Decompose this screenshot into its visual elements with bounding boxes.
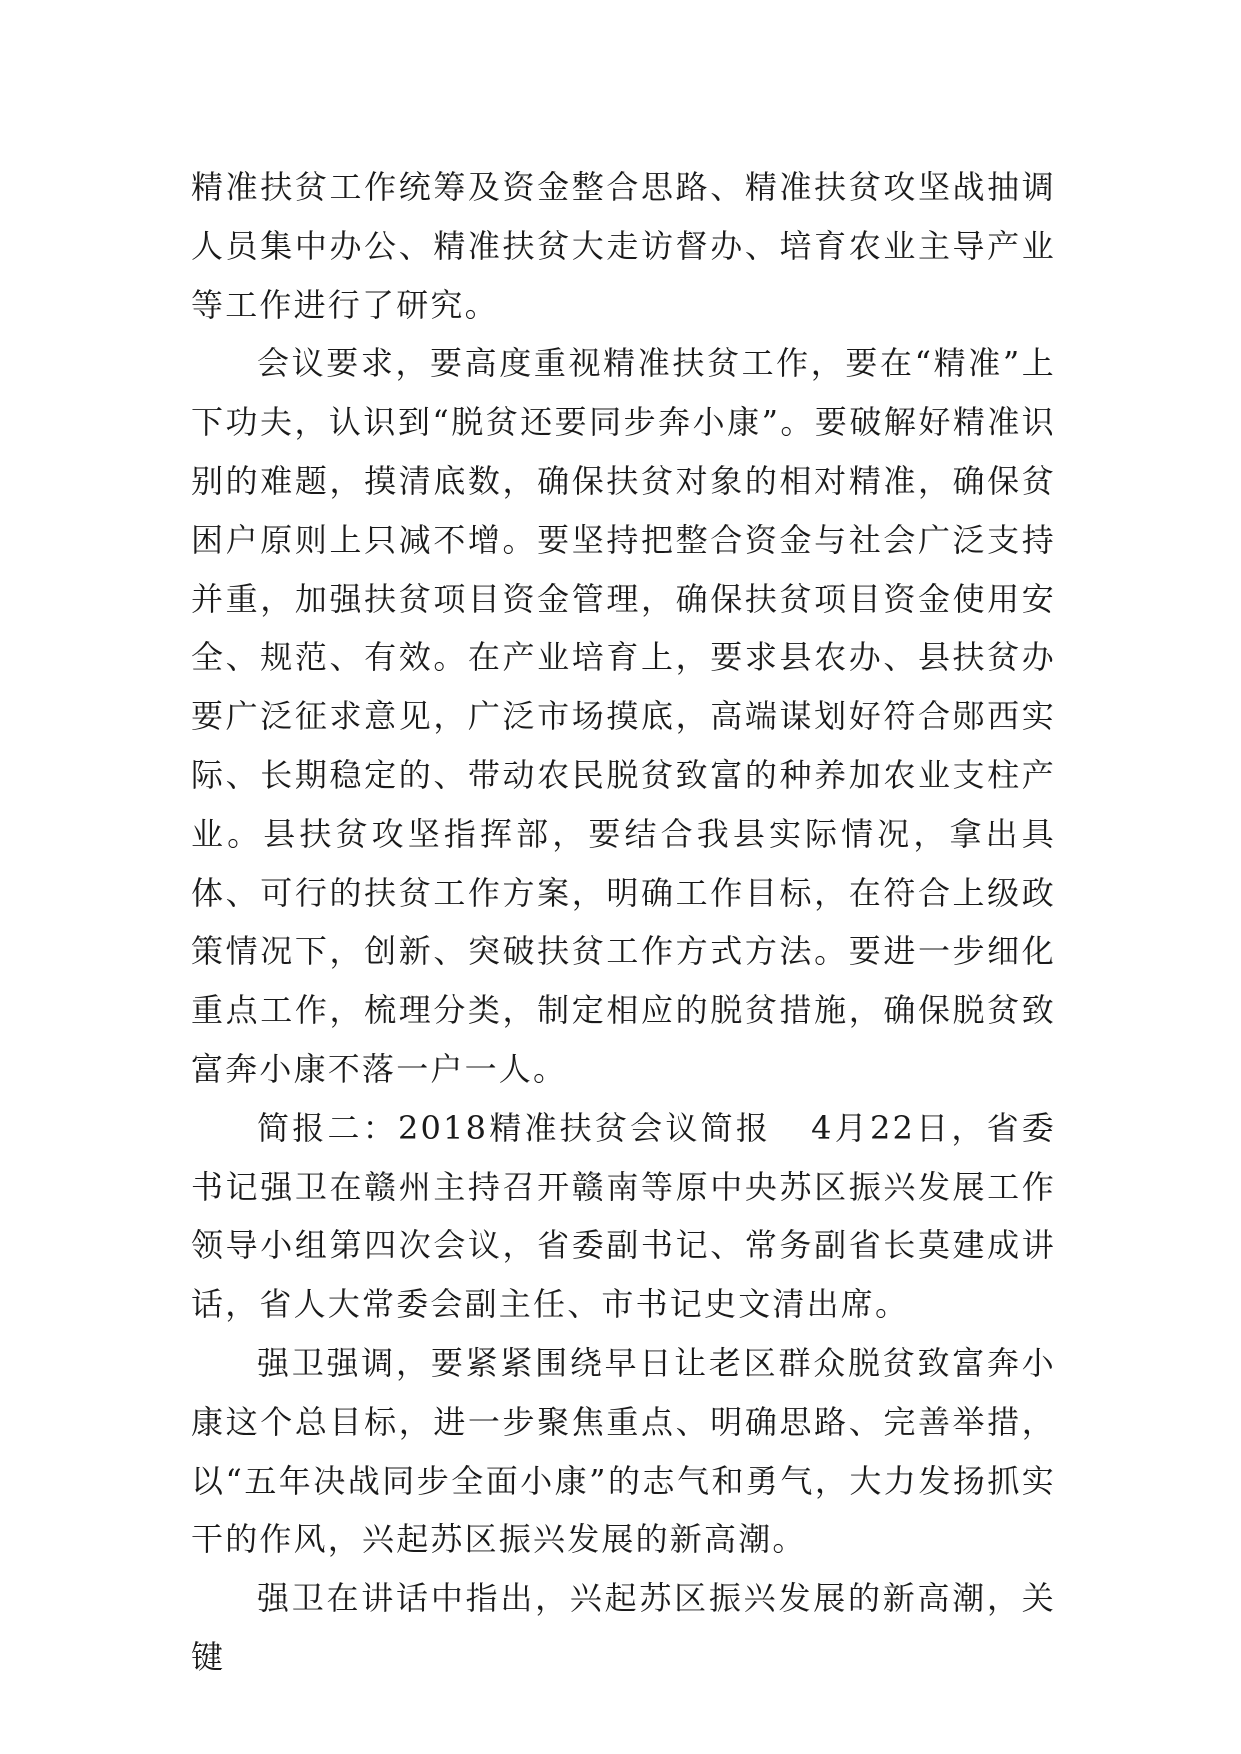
briefing-body: 4月22日，省委书记强卫在赣州主持召开赣南等原中央苏区振兴发展工作领导小组第四次会议，省委副书记、常务副省长莫建成讲话，省人大常委会副主任、市书记史文清出席。 <box>191 1108 1057 1324</box>
paragraph-speech-start: 强卫在讲话中指出，兴起苏区振兴发展的新高潮，关键 <box>191 1579 1056 1676</box>
paragraph-briefing-two <box>191 1099 1056 1334</box>
paragraph-meeting-requirements: 会议要求，要高度重视精准扶贫工作，要在“精准”上下功夫，认识到“脱贫还要同步奔小康”。要破解好精准识别的难题，摸清底数，确保扶贫对象的相对精准，确保贫困户原则上只减不增。要坚持把整合资金与社会广泛支持并重，加强扶贫项目资金管理，确保扶贫项目资金使用安全、规范、有效。在产业培育上，要求县农办、县扶贫办要广泛征求意见，广泛市场摸底，高端谋划好符合郧西实际、长期稳定的、带动农民脱贫致富的种养加农业支柱产业。县扶贫攻坚指挥部，要结合我县实际情况，拿出具体、可行的扶贫工作方案，明确工作目标，在符合上级政策情况下，创新、突破扶贫工作方式方法。要进一步细化重点工作，梳理分类，制定相应的脱贫措施，确保脱贫致富奔小康不落一户一人。 <box>191 344 1056 1088</box>
paragraph-continuation: 精准扶贫工作统筹及资金整合思路、精准扶贫攻坚战抽调人员集中办公、精准扶贫大走访督办、培育农业主导产业等工作进行了研究。 <box>191 168 1056 324</box>
document-body <box>191 158 1056 1687</box>
briefing-title: 简报二：2018精准扶贫会议简报 <box>257 1108 772 1147</box>
paragraph-emphasis: 强卫强调，要紧紧围绕早日让老区群众脱贫致富奔小康这个总目标，进一步聚焦重点、明确思路、完善举措，以“五年决战同步全面小康”的志气和勇气，大力发扬抓实干的作风，兴起苏区振兴发展的新高潮。 <box>191 1343 1056 1559</box>
